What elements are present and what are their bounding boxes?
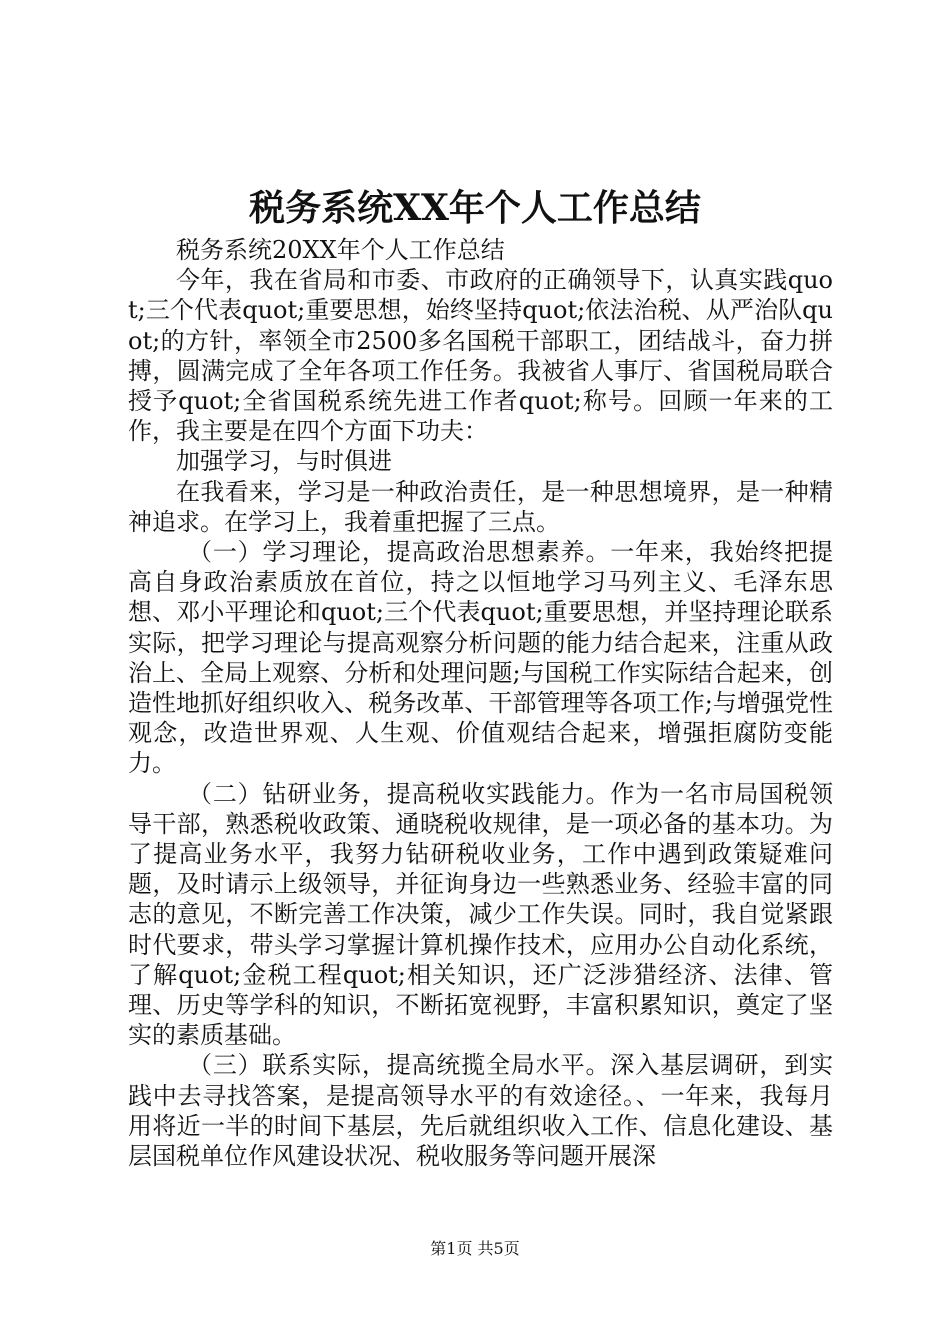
- subsection-paragraph: （三）联系实际，提高统揽全局水平。深入基层调研，到实践中去寻找答案，是提高领导水平的有效途径。、一年来，我每月用将近一半的时间下基层，先后就组织收入工作、信息化建设、基层国税单位作风建设状况、税收服务等问题开展深: [128, 1051, 833, 1171]
- page-footer: 第1页 共5页: [430, 1239, 520, 1258]
- body-paragraph: 在我看来，学习是一种政治责任，是一种思想境界，是一种精神追求。在学习上，我着重把握了三点。: [128, 477, 833, 536]
- document-title: 税务系统XX年个人工作总结: [249, 187, 701, 229]
- subsection-paragraph: （一）学习理论，提高政治思想素养。一年来，我始终把提高自身政治素质放在首位，持之以恒地学习马列主义、毛泽东思想、邓小平理论和quot;三个代表quot;重要思想，并坚持理论联系实际，把学习理论与提高观察分析问题的能力结合起来，注重从政治上、全局上观察、分析和处理问题;与国税工作实际结合起来，创造性地抓好组织收入、税务改革、干部管理等各项工作;与增强党性观念，改造世界观、人生观、价值观结合起来，增强拒腐防变能力。: [128, 538, 833, 778]
- section-heading: 加强学习，与时俱进: [176, 447, 392, 476]
- document-body: [128, 235, 833, 1171]
- subtitle-paragraph: 税务系统20XX年个人工作总结: [176, 236, 505, 264]
- subsection-paragraph: （二）钻研业务，提高税收实践能力。作为一名市局国税领导干部，熟悉税收政策、通晓税收规律，是一项必备的基本功。为了提高业务水平，我努力钻研税收业务，工作中遇到政策疑难问题，及时请示上级领导，并征询身边一些熟悉业务、经验丰富的同志的意见，不断完善工作决策，减少工作失误。同时，我自觉紧跟时代要求，带头学习掌握计算机操作技术，应用办公自动化系统，了解quot;金税工程quot;相关知识，还广泛涉猎经济、法律、管理、历史等学科的知识，不断拓宽视野，丰富积累知识，奠定了坚实的素质基础。: [128, 779, 833, 1050]
- intro-paragraph: 今年，我在省局和市委、市政府的正确领导下，认真实践quot;三个代表quot;重要思想，始终坚持quot;依法治税、从严治队quot;的方针，率领全市2500多名国税干部职工，团结战斗，奋力拼搏，圆满完成了全年各项工作任务。我被省人事厅、省国税局联合授予quot;全省国税系统先进工作者quot;称号。回顾一年来的工作，我主要是在四个方面下功夫：: [128, 266, 833, 446]
